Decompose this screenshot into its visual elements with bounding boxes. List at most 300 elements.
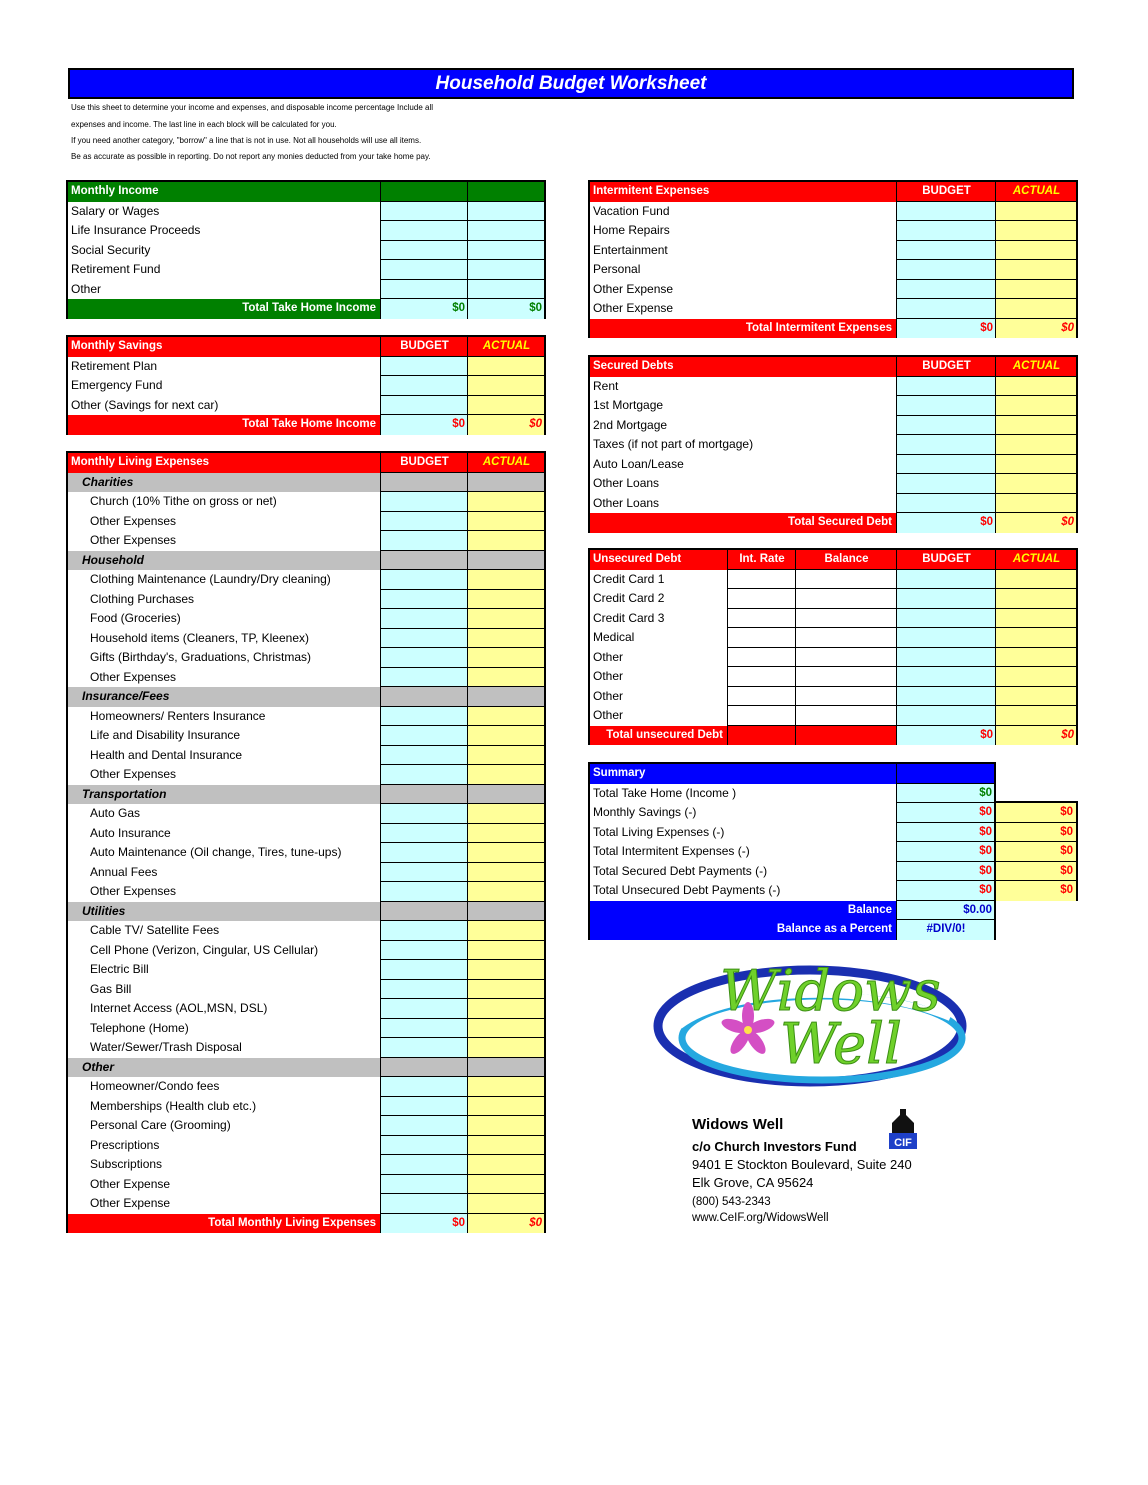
rate-input[interactable] [727,687,795,707]
rate-column-header [727,550,795,570]
budget-input[interactable] [896,667,995,687]
budget-input[interactable] [380,980,467,1000]
expense-row [68,590,544,610]
budget-input[interactable] [380,863,467,883]
expense-item-label: Clothing Maintenance (Laundry/Dry cleaning) [90,572,331,586]
actual-input[interactable] [467,804,544,824]
intermittent-item-label: Personal [593,262,641,276]
actual-input[interactable] [467,376,544,396]
unsecured-row [590,687,1076,707]
actual-input[interactable] [995,396,1076,416]
expense-item-label: Memberships (Health club etc.) [90,1098,257,1113]
actual-input[interactable] [995,260,1076,280]
actual-input[interactable] [467,746,544,766]
budget-input[interactable] [380,1038,467,1058]
budget-input[interactable] [380,512,467,532]
budget-input[interactable] [896,416,995,436]
balance-input[interactable] [795,667,896,687]
actual-input[interactable] [467,668,544,688]
category-row [68,551,544,571]
actual-input[interactable] [467,629,544,649]
balance-input [795,726,896,746]
balance-row [590,901,994,921]
summary-row-label: Total Unsecured Debt Payments (-) [593,883,781,897]
actual-input[interactable] [467,1194,544,1214]
actual-input[interactable] [995,570,1076,590]
total-budget-cell [896,726,995,746]
actual-input[interactable] [467,1116,544,1136]
summary-header: Summary [593,767,646,779]
budget-input[interactable] [380,202,467,222]
income-row [68,260,544,280]
total-budget-value: $0 [980,516,993,528]
budget-input[interactable] [896,435,995,455]
budget-header-label: BUDGET [922,360,971,372]
expense-item-label: Other Expenses [90,669,177,684]
budget-column-header [380,453,467,473]
budget-input[interactable] [380,1019,467,1039]
income-item-label: Social Security [71,242,151,257]
unsecured-header-row [590,550,1076,570]
expense-item-label: Other Expenses [90,767,177,781]
income-row [68,280,544,300]
expense-row [68,1097,544,1117]
secured-item-label: Other Loans [593,476,660,490]
actual-input[interactable] [995,706,1076,726]
actual-input[interactable] [467,396,544,416]
expense-item-label: Other Expenses [90,533,177,547]
unsecured-header: Unsecured Debt [593,553,682,565]
contact-name: Widows Well [692,1116,784,1133]
rate-header-label: Int. Rate [739,553,785,565]
budget-input[interactable] [380,241,467,261]
budget-input[interactable] [380,609,467,629]
actual-input[interactable] [467,280,544,300]
balance-label: Balance [847,903,892,916]
actual-input[interactable] [467,357,544,377]
budget-input[interactable] [380,1155,467,1175]
budget-input[interactable] [380,960,467,980]
actual-input[interactable] [467,241,544,261]
budget-input[interactable] [380,1116,467,1136]
actual-input[interactable] [467,999,544,1019]
summary-actual-cell [996,862,1076,882]
actual-input[interactable] [467,765,544,785]
summary-row-label: Total Intermitent Expenses (-) [593,844,750,858]
actual-input[interactable] [467,1038,544,1058]
actual-input[interactable] [467,221,544,241]
budget-input[interactable] [380,707,467,727]
total-budget-value: $0 [452,418,465,430]
total-actual-cell [467,1214,544,1234]
budget-input[interactable] [896,241,995,261]
rate-input[interactable] [727,706,795,726]
summary-budget-cell [896,823,994,843]
actual-input[interactable] [995,667,1076,687]
actual-input[interactable] [995,221,1076,241]
budget-input[interactable] [896,299,995,319]
summary-row [590,803,994,823]
category-actual-cell [467,1058,544,1078]
intermittent-item-label: Other Expense [593,281,674,296]
budget-input[interactable] [380,824,467,844]
actual-input[interactable] [467,921,544,941]
contact-city: Elk Grove, CA 95624 [692,1175,814,1190]
expense-item-label: Subscriptions [90,1157,163,1171]
actual-input[interactable] [995,628,1076,648]
income-header: Monthly Income [71,185,159,197]
expense-item-label: Life and Disability Insurance [90,728,241,742]
summary-budget-cell [896,764,994,784]
secured-item-label: Other Loans [593,495,660,510]
balance-value: $0.00 [963,903,992,916]
balance-input[interactable] [795,706,896,726]
budget-input[interactable] [380,882,467,902]
actual-input[interactable] [995,280,1076,300]
budget-input[interactable] [380,726,467,746]
budget-input[interactable] [896,396,995,416]
budget-input[interactable] [896,609,995,629]
secured-row [590,377,1076,397]
budget-input[interactable] [896,589,995,609]
expense-item-label: Auto Maintenance (Oil change, Tires, tune-ups) [90,845,342,859]
intermittent-item-label: Other Expense [593,301,674,315]
actual-input[interactable] [467,202,544,222]
actual-input[interactable] [467,570,544,590]
total-actual-cell [467,299,544,319]
budget-input[interactable] [380,570,467,590]
category-row [68,687,544,707]
savings-item-label: Other (Savings for next car) [71,397,219,412]
savings-header: Monthly Savings [71,340,163,352]
budget-input[interactable] [896,648,995,668]
budget-column-header [896,357,995,377]
expense-item-label: Telephone (Home) [90,1020,189,1035]
actual-column-header [995,550,1076,570]
budget-input[interactable] [380,1194,467,1214]
actual-input[interactable] [467,980,544,1000]
budget-input[interactable] [896,455,995,475]
budget-input[interactable] [380,746,467,766]
actual-input[interactable] [467,1019,544,1039]
actual-input[interactable] [995,648,1076,668]
total-budget-cell [380,299,467,319]
actual-header-label: ACTUAL [482,456,531,468]
summary-actual-value: $0 [1060,825,1073,838]
summary-budget-value: $0 [979,845,992,857]
secured-item-label: 2nd Mortgage [593,417,668,432]
category-actual-cell [467,473,544,493]
monthly-income-table [66,180,546,319]
unsecured-row [590,628,1076,648]
unsecured-item-label: Credit Card 1 [593,571,665,586]
actual-input[interactable] [467,726,544,746]
category-row [68,1058,544,1078]
summary-budget-value: $0 [979,806,992,818]
actual-input[interactable] [995,687,1076,707]
budget-input[interactable] [896,494,995,514]
expense-item-label: Homeowners/ Renters Insurance [90,708,266,723]
actual-input[interactable] [995,455,1076,475]
budget-input[interactable] [380,1097,467,1117]
savings-row [68,376,544,396]
expense-item-label: Other Expense [90,1176,171,1191]
total-budget-value: $0 [980,321,993,334]
logo-text-widows: Widows [720,959,941,1024]
contact-phone: (800) 543-2343 [692,1196,771,1208]
expense-item-label: Auto Insurance [90,825,171,840]
actual-input[interactable] [995,202,1076,222]
budget-input[interactable] [380,668,467,688]
unsecured-item-label: Other [593,708,624,722]
total-actual-cell [467,415,544,435]
actual-header-label: ACTUAL [1012,553,1061,565]
balance-input[interactable] [795,570,896,590]
balance-input[interactable] [795,589,896,609]
summary-actual-cell [996,881,1076,901]
total-budget-cell [380,1214,467,1234]
intermittent-row [590,221,1076,241]
category-budget-cell [380,1058,467,1078]
balance-input[interactable] [795,687,896,707]
rate-input[interactable] [727,589,795,609]
balance-input[interactable] [795,648,896,668]
expense-item-label: Clothing Purchases [90,591,195,606]
budget-header-label: BUDGET [400,340,449,352]
budget-input[interactable] [380,1136,467,1156]
budget-input[interactable] [896,706,995,726]
summary-budget-cell [896,784,994,804]
intermittent-row [590,260,1076,280]
actual-input[interactable] [467,492,544,512]
rate-input[interactable] [727,628,795,648]
actual-input[interactable] [467,1155,544,1175]
budget-input [380,182,467,202]
budget-input[interactable] [896,260,995,280]
living-header-row [68,453,544,473]
unsecured-total-label: Total unsecured Debt [606,728,723,741]
rate-input[interactable] [727,667,795,687]
expense-row [68,707,544,727]
expense-item-label: Cable TV/ Satellite Fees [90,923,220,937]
budget-input[interactable] [380,648,467,668]
logo-text-well: Well [780,1012,902,1077]
intro-line-1: Use this sheet to determine your income and expenses, and disposable income percentage Include all [71,103,433,112]
summary-budget-value: $0 [979,786,992,799]
actual-input[interactable] [467,531,544,551]
category-budget-cell [380,551,467,571]
actual-input[interactable] [995,377,1076,397]
actual-input[interactable] [467,1097,544,1117]
total-actual-value: $0 [1061,728,1074,741]
budget-input[interactable] [380,1175,467,1195]
budget-input[interactable] [380,765,467,785]
budget-input[interactable] [896,221,995,241]
category-row [68,785,544,805]
category-label: Insurance/Fees [82,689,170,703]
budget-input[interactable] [380,999,467,1019]
budget-input[interactable] [896,570,995,590]
secured-item-label: Auto Loan/Lease [593,456,684,471]
actual-input[interactable] [995,435,1076,455]
budget-input[interactable] [380,590,467,610]
summary-header-row [590,764,994,784]
balance-input[interactable] [795,609,896,629]
summary-row [590,842,994,862]
actual-input[interactable] [995,241,1076,261]
budget-input[interactable] [896,377,995,397]
budget-input[interactable] [896,687,995,707]
actual-input[interactable] [467,882,544,902]
expense-item-label: Annual Fees [90,864,158,879]
summary-actual-value: $0 [1060,806,1073,818]
expense-row [68,1019,544,1039]
expense-item-label: Gifts (Birthday's, Graduations, Christmas) [90,650,312,664]
intermittent-row [590,280,1076,300]
budget-input[interactable] [380,221,467,241]
income-item-label: Life Insurance Proceeds [71,223,201,237]
expense-row [68,921,544,941]
budget-input[interactable] [380,376,467,396]
budget-input[interactable] [896,474,995,494]
expense-item-label: Other Expenses [90,884,177,898]
secured-row [590,435,1076,455]
budget-input[interactable] [896,280,995,300]
budget-header-label: BUDGET [922,185,971,197]
rate-input[interactable] [727,609,795,629]
budget-input[interactable] [380,357,467,377]
actual-input[interactable] [467,609,544,629]
actual-input[interactable] [467,824,544,844]
actual-header-label: ACTUAL [1012,360,1061,372]
budget-input[interactable] [380,260,467,280]
summary-actual-column [994,801,1078,901]
budget-input[interactable] [896,628,995,648]
budget-input[interactable] [380,492,467,512]
category-row [68,473,544,493]
actual-column-header [467,453,544,473]
actual-input[interactable] [995,494,1076,514]
actual-input[interactable] [467,707,544,727]
expense-row [68,512,544,532]
actual-input[interactable] [995,589,1076,609]
expense-row [68,648,544,668]
expense-item-label: Gas Bill [90,981,132,996]
budget-input[interactable] [380,1077,467,1097]
secured-row [590,494,1076,514]
summary-table [588,762,996,940]
total-actual-cell [995,726,1076,746]
income-total-label: Total Take Home Income [242,302,376,314]
budget-input[interactable] [380,941,467,961]
summary-actual-value: $0 [1060,864,1073,877]
summary-budget-value: $0 [979,864,992,877]
budget-input[interactable] [380,804,467,824]
actual-input[interactable] [995,609,1076,629]
unsecured-row [590,667,1076,687]
secured-item-label: Rent [593,378,619,393]
total-actual-value: $0 [529,1216,542,1229]
category-actual-cell [467,902,544,922]
percent-row [590,920,994,940]
contact-web: www.CeIF.org/WidowsWell [692,1212,829,1224]
summary-row-label: Total Secured Debt Payments (-) [593,863,768,878]
rate-input[interactable] [727,570,795,590]
unsecured-item-label: Medical [593,630,635,644]
actual-input[interactable] [467,1077,544,1097]
actual-input[interactable] [467,590,544,610]
expense-row [68,843,544,863]
summary-actual-value: $0 [1060,884,1073,896]
actual-input[interactable] [467,512,544,532]
summary-row [590,881,994,901]
savings-total-row [68,415,544,435]
actual-input[interactable] [467,260,544,280]
summary-row [590,784,994,804]
category-label: Household [82,552,144,567]
actual-input[interactable] [467,843,544,863]
category-row [68,902,544,922]
savings-total-label: Total Take Home Income [242,418,376,430]
budget-input[interactable] [380,396,467,416]
budget-input[interactable] [380,280,467,300]
expense-item-label: Water/Sewer/Trash Disposal [90,1040,242,1054]
intermittent-item-label: Home Repairs [593,223,670,237]
expense-row [68,999,544,1019]
unsecured-row [590,570,1076,590]
actual-input[interactable] [467,648,544,668]
budget-input[interactable] [380,531,467,551]
income-row [68,221,544,241]
actual-input[interactable] [467,941,544,961]
summary-actual-cell [996,842,1076,862]
total-budget-cell [380,415,467,435]
budget-input[interactable] [380,921,467,941]
total-actual-value: $0 [1061,321,1074,334]
budget-header-label: BUDGET [400,456,449,468]
actual-input[interactable] [467,863,544,883]
budget-input[interactable] [896,202,995,222]
balance-cell [896,901,994,921]
expense-row [68,570,544,590]
category-budget-cell [380,902,467,922]
unsecured-item-label: Credit Card 3 [593,610,665,625]
category-label: Utilities [82,903,126,918]
budget-input[interactable] [380,843,467,863]
actual-column-header [995,182,1076,202]
actual-input[interactable] [467,1175,544,1195]
summary-budget-cell [896,881,994,901]
summary-actual-value: $0 [1060,845,1073,857]
rate-input[interactable] [727,648,795,668]
savings-item-label: Emergency Fund [71,378,163,392]
secured-header: Secured Debts [593,360,674,372]
expense-row [68,1155,544,1175]
actual-input[interactable] [467,1136,544,1156]
intermittent-item-label: Vacation Fund [593,203,670,218]
actual-input[interactable] [467,960,544,980]
income-row [68,241,544,261]
budget-input[interactable] [380,629,467,649]
actual-input[interactable] [995,299,1076,319]
expense-item-label: Prescriptions [90,1137,160,1152]
actual-input[interactable] [995,416,1076,436]
expense-row [68,531,544,551]
actual-input[interactable] [995,474,1076,494]
balance-input[interactable] [795,628,896,648]
expense-row [68,629,544,649]
expense-item-label: Cell Phone (Verizon, Cingular, US Cellular) [90,942,319,957]
